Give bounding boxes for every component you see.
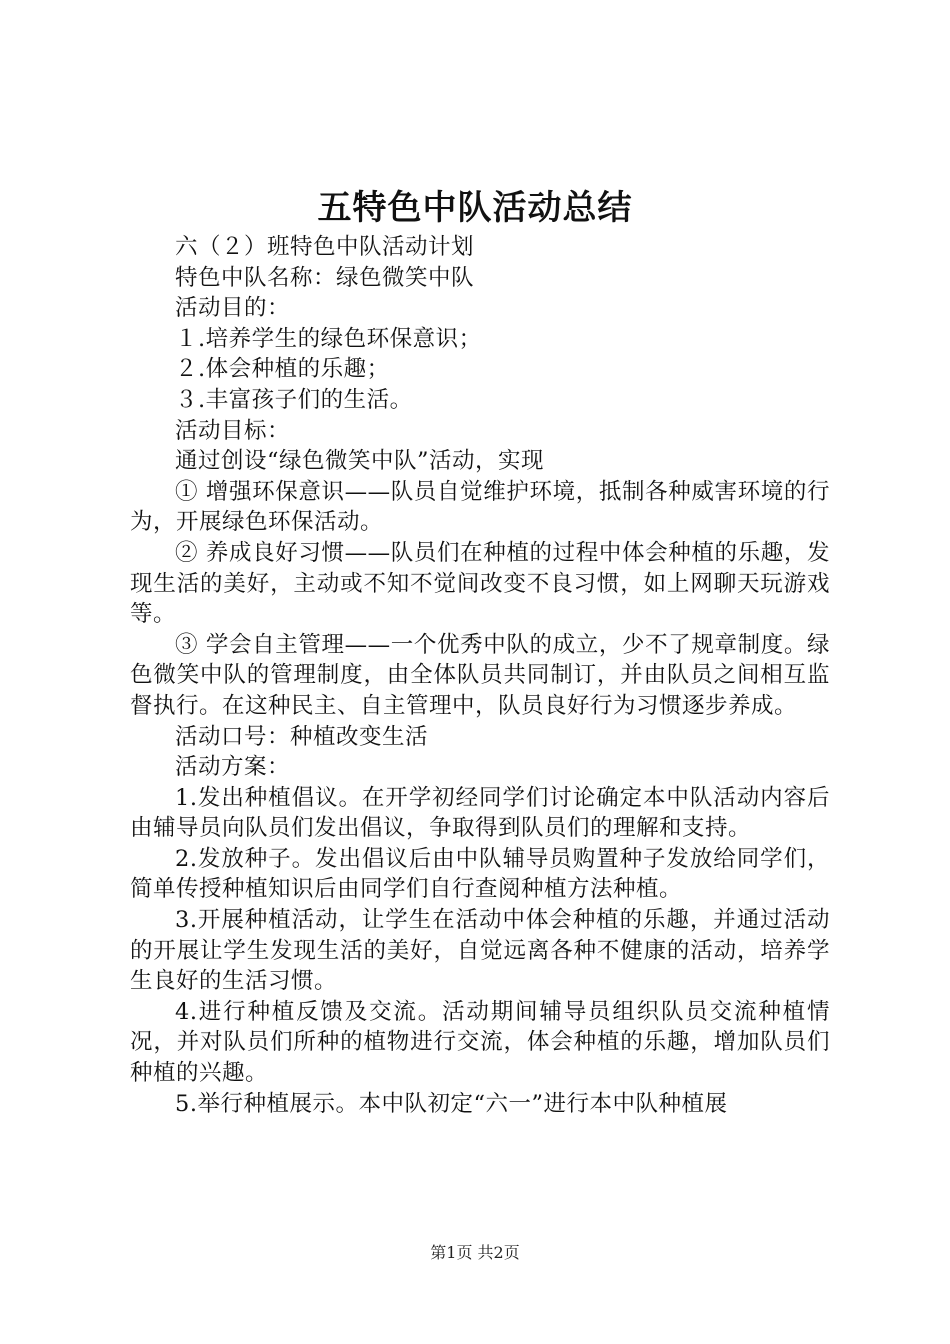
document-body [130,232,830,1119]
paragraph-goals-intro: 通过创设“绿色微笑中队”活动，实现 [175,448,545,475]
paragraph-goals-heading: 活动目标： [175,417,291,444]
paragraph-plan-3: 3.开展种植活动，让学生在活动中体会种植的乐趣，并通过活动的开展让学生发现生活的美好，自觉远离各种不健康的活动，培养学生良好的生活习惯。 [130,907,830,995]
paragraph-plan-5: 5.举行种植展示。本中队初定“六一”进行本中队种植展 [175,1090,728,1117]
paragraph-goal-3: ③ 学会自主管理——一个优秀中队的成立，少不了规章制度。绿色微笑中队的管理制度，由全体队员共同制订，并由队员之间相互监督执行。在这种民主、自主管理中，队员良好行为习惯逐步养成。 [130,631,830,719]
paragraph-plan-2: 2.发放种子。发出倡议后由中队辅导员购置种子发放给同学们，简单传授种植知识后由同学们自行查阅种植方法种植。 [130,845,830,903]
paragraph-purpose-heading: 活动目的： [175,295,291,322]
paragraph-class-plan: 六（２）班特色中队活动计划 [175,234,475,260]
paragraph-plan-4: 4.进行种植反馈及交流。活动期间辅导员组织队员交流种植情况，并对队员们所种的植物进行交流，体会种植的乐趣，增加队员们种植的兴趣。 [130,998,830,1087]
paragraph-slogan: 活动口号：种植改变生活 [175,723,429,750]
paragraph-goal-2: ② 养成良好习惯——队员们在种植的过程中体会种植的乐趣，发现生活的美好，主动或不知不觉间改变不良习惯，如上网聊天玩游戏等。 [130,539,830,628]
paragraph-purpose-1: １.培养学生的绿色环保意识； [175,325,482,352]
paragraph-plan-heading: 活动方案： [175,754,291,781]
paragraph-squad-name: 特色中队名称：绿色微笑中队 [175,264,475,291]
paragraph-plan-1: 1.发出种植倡议。在开学初经同学们讨论确定本中队活动内容后由辅导员向队员们发出倡议，争取得到队员们的理解和支持。 [130,784,830,842]
document-title: 五特色中队活动总结 [317,188,633,228]
paragraph-goal-1: ① 增强环保意识——队员自觉维护环境，抵制各种威害环境的行为，开展绿色环保活动。 [130,478,830,536]
paragraph-purpose-2: ２.体会种植的乐趣； [175,356,390,383]
page-footer: 第1页 共2页 [430,1243,520,1262]
paragraph-purpose-3: ３.丰富孩子们的生活。 [175,386,413,413]
